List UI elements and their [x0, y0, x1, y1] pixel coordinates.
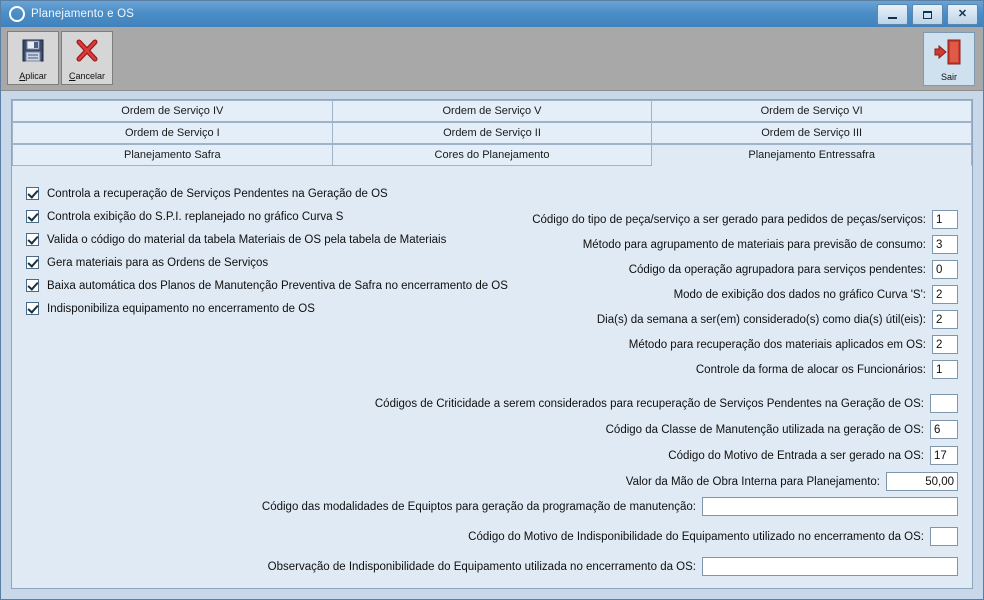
page-planejamento-entressafra: [12, 166, 972, 588]
input-modo-exibicao-curva-s[interactable]: [932, 285, 958, 304]
tab-row-3: [12, 144, 972, 166]
field-label: Dia(s) da semana a ser(em) considerado(s) como dia(s) útil(eis):: [596, 313, 926, 326]
field-label: Código da operação agrupadora para serviços pendentes:: [628, 263, 926, 276]
field-row: [26, 557, 958, 576]
field-row: [532, 210, 958, 229]
tab-cores-do-planejamento[interactable]: Cores do Planejamento: [333, 144, 653, 166]
tab-ordem-de-servico-v[interactable]: Ordem de Serviço V: [333, 100, 653, 122]
bottom-fields-group: [26, 497, 958, 576]
field-label: Modo de exibição dos dados no gráfico Curva 'S':: [673, 288, 926, 301]
field-row: [629, 335, 958, 354]
window-controls: [877, 4, 978, 25]
checkbox-label: Controla a recuperação de Serviços Pendentes na Geração de OS: [47, 187, 388, 200]
checkbox-baixa-automatica-planos-manutencao[interactable]: [26, 279, 39, 292]
input-codigo-modalidades-equipamentos[interactable]: [702, 497, 958, 516]
field-label: Código do Motivo de Entrada a ser gerado na OS:: [668, 449, 924, 462]
app-circle-icon: [9, 6, 25, 22]
checkbox-label: Controla exibição do S.P.I. replanejado no gráfico Curva S: [47, 210, 344, 223]
field-row: [26, 420, 958, 439]
input-valor-mao-de-obra-interna[interactable]: [886, 472, 958, 491]
tab-panel: [11, 99, 973, 589]
exit-door-icon: [934, 37, 964, 67]
tab-ordem-de-servico-vi[interactable]: Ordem de Serviço VI: [652, 100, 972, 122]
input-controle-alocar-funcionarios[interactable]: [932, 360, 958, 379]
checkbox-valida-codigo-material[interactable]: [26, 233, 39, 246]
minimize-icon: [888, 17, 897, 19]
cancel-button-label: Cancelar: [68, 71, 106, 81]
tab-ordem-de-servico-iv[interactable]: Ordem de Serviço IV: [12, 100, 333, 122]
field-label: Código da Classe de Manutenção utilizada na geração de OS:: [605, 423, 924, 436]
field-label: Método para agrupamento de materiais para previsão de consumo:: [582, 238, 926, 251]
field-row: [597, 310, 958, 329]
tab-planejamento-safra[interactable]: Planejamento Safra: [12, 144, 333, 166]
exit-button[interactable]: [923, 32, 975, 86]
apply-button[interactable]: [7, 31, 59, 85]
tab-row-1: [12, 100, 972, 122]
close-button[interactable]: [947, 4, 978, 25]
field-label: Observação de Indisponibilidade do Equipamento utilizada no encerramento da OS:: [267, 560, 696, 573]
field-row: [26, 446, 958, 465]
long-fields-group: [26, 394, 958, 491]
input-codigo-operacao-agrupadora[interactable]: [932, 260, 958, 279]
tab-strip: [12, 100, 972, 166]
field-row: [629, 260, 958, 279]
input-dias-semana-uteis[interactable]: [932, 310, 958, 329]
input-metodo-agrupamento-materiais[interactable]: [932, 235, 958, 254]
input-codigo-motivo-indisponibilidade[interactable]: [930, 527, 958, 546]
tab-planejamento-entressafra[interactable]: Planejamento Entressafra: [652, 144, 972, 166]
checkbox-label: Indisponibiliza equipamento no encerramento de OS: [47, 302, 315, 315]
field-label: Controle da forma de alocar os Funcionários:: [695, 363, 926, 376]
minimize-button[interactable]: [877, 4, 908, 25]
tab-ordem-de-servico-ii[interactable]: Ordem de Serviço II: [333, 122, 653, 144]
toolbar: [1, 27, 983, 91]
field-row: [26, 527, 958, 546]
checkbox-label: Valida o código do material da tabela Materiais de OS pela tabela de Materiais: [47, 233, 447, 246]
apply-button-label: Aplicar: [19, 71, 47, 81]
tab-ordem-de-servico-i[interactable]: Ordem de Serviço I: [12, 122, 333, 144]
input-codigo-classe-manutencao[interactable]: [930, 420, 958, 439]
input-codigos-criticidade[interactable]: [930, 394, 958, 413]
field-label: Código do tipo de peça/serviço a ser gerado para pedidos de peças/serviços:: [532, 213, 926, 226]
cancel-button[interactable]: [61, 31, 113, 85]
cancel-x-icon: [72, 36, 102, 66]
field-row: [26, 394, 958, 413]
window-title: Planejamento e OS: [31, 8, 135, 20]
maximize-icon: [923, 11, 932, 19]
field-row: [674, 285, 958, 304]
field-row: [26, 472, 958, 491]
exit-button-label: Sair: [940, 72, 957, 82]
checkbox-gera-materiais-ordens-servico[interactable]: [26, 256, 39, 269]
toolbar-main-group: [7, 31, 115, 86]
field-label: Código do Motivo de Indisponibilidade do Equipamento utilizado no encerramento da OS:: [468, 530, 924, 543]
close-icon: ✕: [957, 8, 968, 20]
checkbox-controla-recuperacao-servicos-pendentes[interactable]: [26, 187, 39, 200]
field-row: [583, 235, 958, 254]
tab-row-2: [12, 122, 972, 144]
field-label: Códigos de Criticidade a serem considerados para recuperação de Serviços Pendentes na Geração de OS:: [374, 397, 924, 410]
right-fields-group: [532, 210, 958, 379]
checkbox-indisponibiliza-equipamento[interactable]: [26, 302, 39, 315]
maximize-button[interactable]: [912, 4, 943, 25]
checkbox-controla-exibicao-spi-curva-s[interactable]: [26, 210, 39, 223]
field-label: Código das modalidades de Equiptos para geração da programação de manutenção:: [261, 500, 696, 513]
field-label: Método para recuperação dos materiais aplicados em OS:: [628, 338, 926, 351]
checkbox-row[interactable]: [26, 186, 958, 201]
input-metodo-recuperacao-materiais[interactable]: [932, 335, 958, 354]
checkbox-label: Gera materiais para as Ordens de Serviços: [47, 256, 269, 269]
content-area: [1, 91, 983, 599]
field-row: [696, 360, 958, 379]
field-label: Valor da Mão de Obra Interna para Planejamento:: [625, 475, 880, 488]
field-row: [26, 497, 958, 516]
input-observacao-indisponibilidade[interactable]: [702, 557, 958, 576]
checkbox-label: Baixa automática dos Planos de Manutenção Preventiva de Safra no encerramento de OS: [47, 279, 508, 292]
save-disk-icon: [18, 36, 48, 66]
input-codigo-motivo-entrada[interactable]: [930, 446, 958, 465]
input-codigo-tipo-peca-servico[interactable]: [932, 210, 958, 229]
tab-ordem-de-servico-iii[interactable]: Ordem de Serviço III: [652, 122, 972, 144]
title-bar: [1, 1, 983, 27]
